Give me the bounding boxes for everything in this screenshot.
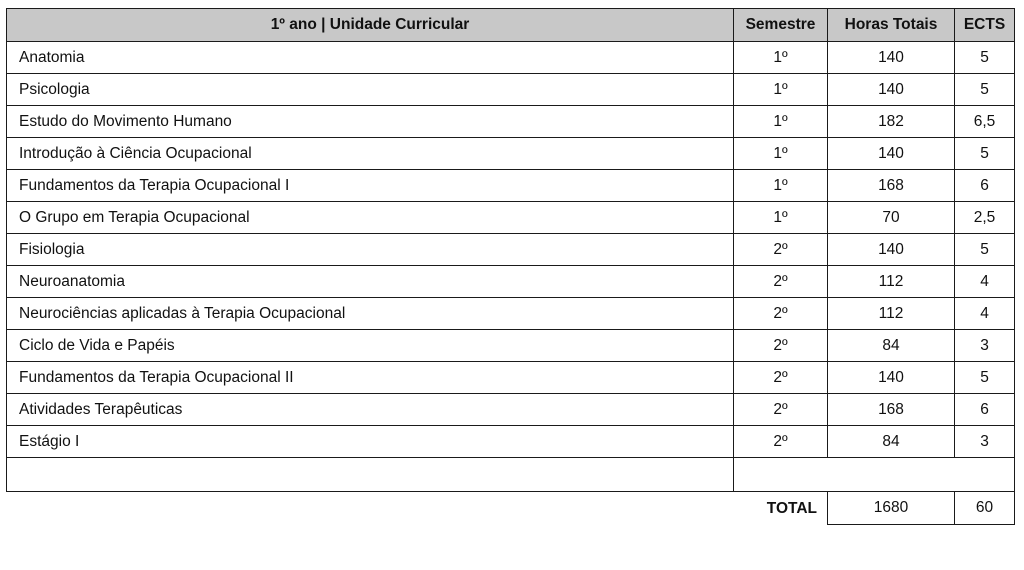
table-row [7, 202, 1015, 234]
total-row [7, 492, 1015, 525]
course-ects: 6 [955, 394, 1015, 426]
table-row [7, 394, 1015, 426]
table-row [7, 266, 1015, 298]
course-ects: 5 [955, 234, 1015, 266]
course-semester: 1º [734, 42, 828, 74]
table-row [7, 330, 1015, 362]
course-hours: 84 [828, 426, 955, 458]
course-hours: 112 [828, 298, 955, 330]
table-row [7, 234, 1015, 266]
course-name: Fundamentos da Terapia Ocupacional I [7, 170, 734, 202]
course-name: Neurociências aplicadas à Terapia Ocupacional [7, 298, 734, 330]
course-hours: 168 [828, 394, 955, 426]
course-semester: 2º [734, 298, 828, 330]
course-semester: 2º [734, 330, 828, 362]
course-ects: 5 [955, 362, 1015, 394]
table-row [7, 298, 1015, 330]
course-name: Fisiologia [7, 234, 734, 266]
course-ects: 3 [955, 426, 1015, 458]
header-semester: Semestre [734, 9, 828, 42]
course-hours: 182 [828, 106, 955, 138]
course-semester: 1º [734, 170, 828, 202]
table-row [7, 74, 1015, 106]
course-ects: 4 [955, 266, 1015, 298]
empty-row [7, 458, 1015, 492]
course-hours: 140 [828, 74, 955, 106]
course-name: Atividades Terapêuticas [7, 394, 734, 426]
course-semester: 2º [734, 234, 828, 266]
course-ects: 5 [955, 42, 1015, 74]
course-hours: 84 [828, 330, 955, 362]
course-semester: 2º [734, 394, 828, 426]
header-ects: ECTS [955, 9, 1015, 42]
total-hours: 1680 [828, 492, 955, 525]
course-ects: 4 [955, 298, 1015, 330]
table-row [7, 170, 1015, 202]
empty-cell [734, 458, 1015, 492]
course-hours: 112 [828, 266, 955, 298]
table-row [7, 426, 1015, 458]
course-semester: 1º [734, 74, 828, 106]
course-name: Estágio I [7, 426, 734, 458]
course-name: Neuroanatomia [7, 266, 734, 298]
course-semester: 2º [734, 362, 828, 394]
course-name: Estudo do Movimento Humano [7, 106, 734, 138]
header-unit: 1º ano | Unidade Curricular [7, 9, 734, 42]
course-hours: 168 [828, 170, 955, 202]
table-row [7, 138, 1015, 170]
curriculum-table [6, 8, 1015, 525]
header-hours: Horas Totais [828, 9, 955, 42]
course-semester: 2º [734, 266, 828, 298]
course-name: Psicologia [7, 74, 734, 106]
total-label: TOTAL [734, 492, 828, 525]
course-semester: 2º [734, 426, 828, 458]
course-name: Ciclo de Vida e Papéis [7, 330, 734, 362]
course-hours: 140 [828, 138, 955, 170]
header-row [7, 9, 1015, 42]
table-row [7, 106, 1015, 138]
course-name: Introdução à Ciência Ocupacional [7, 138, 734, 170]
table-row [7, 42, 1015, 74]
course-ects: 6 [955, 170, 1015, 202]
course-hours: 140 [828, 362, 955, 394]
course-name: Fundamentos da Terapia Ocupacional II [7, 362, 734, 394]
course-name: Anatomia [7, 42, 734, 74]
course-ects: 3 [955, 330, 1015, 362]
total-ects: 60 [955, 492, 1015, 525]
course-ects: 5 [955, 74, 1015, 106]
course-hours: 70 [828, 202, 955, 234]
empty-cell [7, 458, 734, 492]
course-semester: 1º [734, 202, 828, 234]
course-semester: 1º [734, 106, 828, 138]
course-name: O Grupo em Terapia Ocupacional [7, 202, 734, 234]
table-row [7, 362, 1015, 394]
course-ects: 5 [955, 138, 1015, 170]
course-hours: 140 [828, 234, 955, 266]
course-ects: 2,5 [955, 202, 1015, 234]
course-semester: 1º [734, 138, 828, 170]
course-hours: 140 [828, 42, 955, 74]
course-ects: 6,5 [955, 106, 1015, 138]
total-spacer [7, 492, 734, 525]
